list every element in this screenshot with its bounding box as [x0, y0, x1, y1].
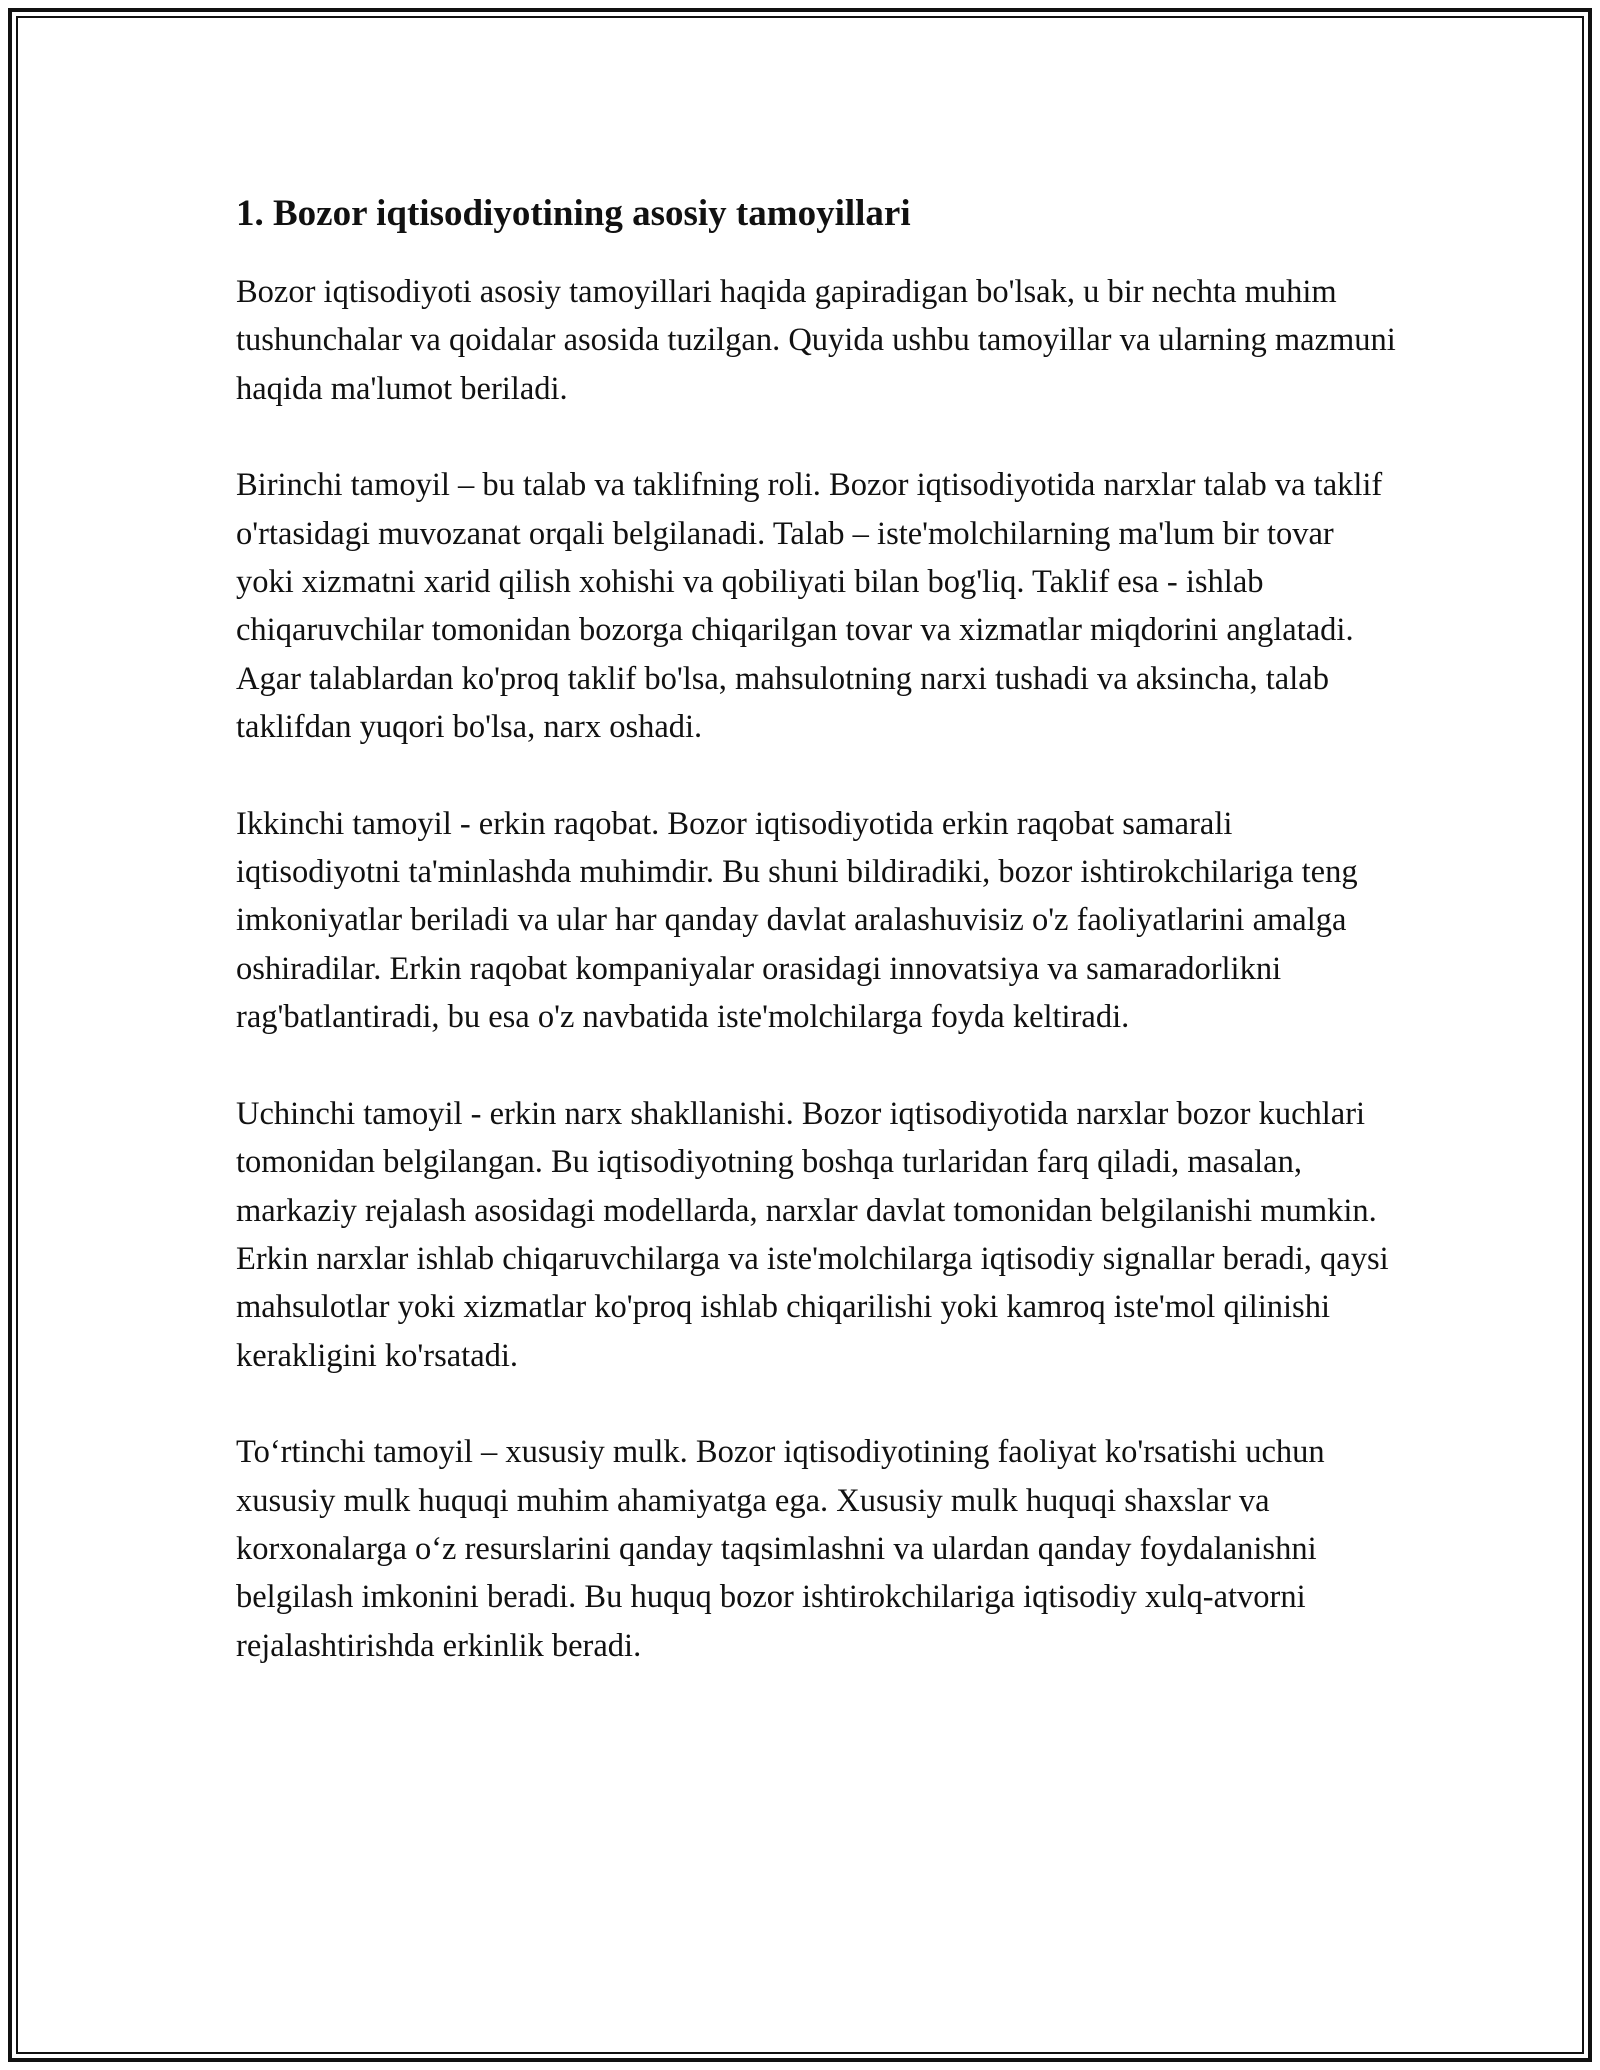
paragraph-first-principle: Birinchi tamoyil – bu talab va taklifning roli. Bozor iqtisodiyotida narxlar talab va taklif o'rtasidagi muvozanat orqali belgilanadi. Talab – iste'molchilarning ma'lum bir tovar yoki xizmatni xarid qilish xohishi va qobiliyati bilan bog'liq. Taklif esa - ishlab chiqaruvchilar tomonidan bozorga chiqarilgan tovar va xizmatlar miqdorini anglatadi. Agar talablardan ko'proq taklif bo'lsa, mahsulotning narxi tushadi va aksincha, talab taklifdan yuqori bo'lsa, narx oshadi. [236, 467, 1383, 746]
paragraph-third-principle: Uchinchi tamoyil - erkin narx shakllanishi. Bozor iqtisodiyotida narxlar bozor kuchlari tomonidan belgilangan. Bu iqtisodiyotning boshqa turlaridan farq qiladi, masalan, markaziy rejalash asosidagi modellarda, narxlar davlat tomonidan belgilanishi mumkin. Erkin narxlar ishlab chiqaruvchilarga va iste'molchilarga iqtisodiy signallar beradi, qaysi mahsulotlar yoki xizmatlar ko'proq ishlab chiqarilishi yoki kamroq iste'mol qilinishi kerakligini ko'rsatadi. [236, 1095, 1389, 1374]
document-body [236, 186, 1396, 1718]
document-title: 1. Bozor iqtisodiyotining asosiy tamoyillari [236, 193, 911, 234]
paragraph-intro: Bozor iqtisodiyoti asosiy tamoyillari haqida gapiradigan bo'lsak, u bir nechta muhim tushunchalar va qoidalar asosida tuzilgan. Quyida ushbu tamoyillar va ularning mazmuni haqida ma'lumot beriladi. [236, 274, 1396, 407]
paragraph-second-principle: Ikkinchi tamoyil - erkin raqobat. Bozor iqtisodiyotida erkin raqobat samarali iqtisodiyotni ta'minlashda muhimdir. Bu shuni bildiradiki, bozor ishtirokchilariga teng imkoniyatlar beriladi va ular har qanday davlat aralashuvisiz o'z faoliyatlarini amalga oshiradilar. Erkin raqobat kompaniyalar orasidagi innovatsiya va samaradorlikni rag'batlantiradi, bu esa o'z navbatida iste'molchilarga foyda keltiradi. [236, 805, 1358, 1036]
paragraph-fourth-principle: To‘rtinchi tamoyil – xususiy mulk. Bozor iqtisodiyotining faoliyat ko'rsatishi uchun xususiy mulk huquqi muhim ahamiyatga ega. Xususiy mulk huquqi shaxslar va korxonalarga o‘z resurslarini qanday taqsimlashni va ulardan qanday foydalanishni belgilash imkonini beradi. Bu huquq bozor ishtirokchilariga iqtisodiy xulq-atvorni rejalashtirishda erkinlik beradi. [236, 1434, 1325, 1664]
